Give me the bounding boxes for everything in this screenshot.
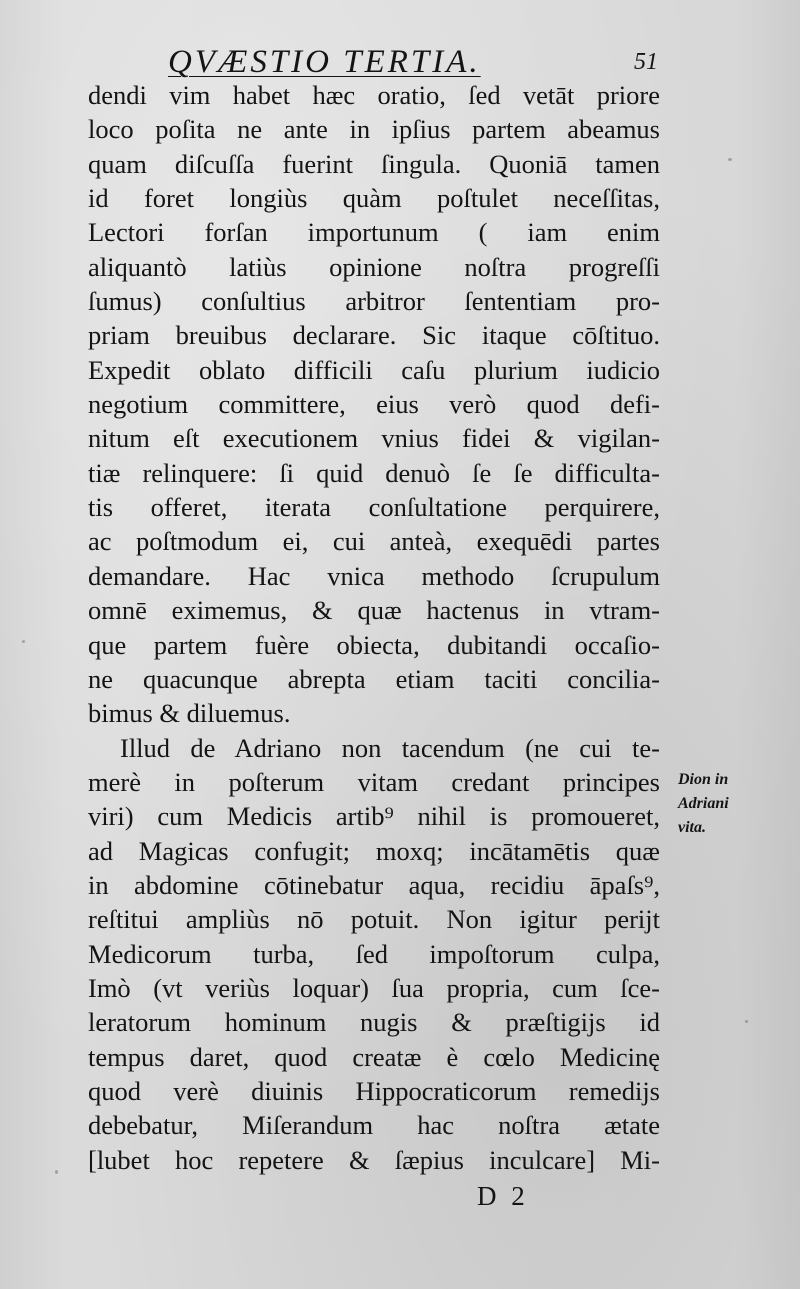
marginal-note-line: Dion in [678, 771, 729, 788]
text-line: in abdomine cōtinebatur aqua, recidiu āpaſs⁹, [88, 869, 660, 900]
text-line: negotium committere, eius verò quod defi- [88, 389, 660, 420]
page-number: 51 [634, 49, 658, 75]
text-line: id foret longiùs quàm poſtulet neceſſitas, [88, 183, 660, 214]
text-line: [lubet hoc repetere & ſæpius inculcare] Mi- [88, 1144, 660, 1175]
text-line: tiæ relinquere: ſi quid denuò ſe ſe difficulta- [88, 457, 660, 488]
text-line: merè in poſterum vitam credant principes [88, 766, 660, 797]
text-line: leratorum hominum nugis & præſtigijs id [88, 1007, 660, 1038]
signature-mark: D 2 [477, 1181, 529, 1211]
marginal-note-line: vita. [678, 819, 706, 836]
running-title: QVÆSTIO TERTIA. [168, 44, 481, 80]
body-text [88, 78, 660, 1177]
marginal-note [678, 768, 788, 840]
text-line: que partem fuère obiecta, dubitandi occaſio- [88, 629, 660, 660]
paper-speck [22, 640, 25, 643]
text-line: loco poſita ne ante in ipſius partem abeamus [88, 114, 660, 145]
paper-speck [55, 1170, 58, 1174]
paragraph-start-line: Illud de Adriano non tacendum (ne cui te- [120, 732, 660, 763]
text-line: tis offeret, iterata conſultatione perquirere, [88, 492, 660, 523]
text-line: Medicorum turba, ſed impoſtorum culpa, [88, 938, 660, 969]
text-line: reſtitui ampliùs nō potuit. Non igitur perijt [88, 904, 660, 935]
text-line: omnē eximemus, & quæ hactenus in vtram- [88, 595, 660, 626]
paper-speck [728, 158, 732, 161]
text-line: quam diſcuſſa fuerint ſingula. Quoniā tamen [88, 148, 660, 179]
text-line: viri) cum Medicis artib⁹ nihil is promoueret, [88, 801, 660, 832]
text-line: Imò (vt veriùs loquar) ſua propria, cum ſce- [88, 972, 660, 1003]
paragraph-end-line: bimus & diluemus. [88, 698, 291, 729]
paper-speck [745, 1020, 748, 1023]
text-line: aliquantò latiùs opinione noſtra progreſſi [88, 251, 660, 282]
text-line: Lectori forſan importunum ( iam enim [88, 217, 660, 248]
text-line: ac poſtmodum ei, cui anteà, exequēdi partes [88, 526, 660, 557]
text-line: ſumus) conſultius arbitror ſententiam pro- [88, 286, 660, 317]
text-line: priam breuibus declarare. Sic itaque cōſtituo. [88, 320, 660, 351]
text-line: nitum eſt executionem vnius fidei & vigilan- [88, 423, 660, 454]
text-line: debebatur, Miſerandum hac noſtra ætate [88, 1110, 660, 1141]
marginal-note-line: Adriani [678, 795, 729, 812]
text-line: Expedit oblato difficili caſu plurium iudicio [88, 354, 660, 385]
page-header [168, 42, 658, 82]
text-line: tempus daret, quod creatæ è cœlo Medicinę [88, 1041, 660, 1072]
text-line: demandare. Hac vnica methodo ſcrupulum [88, 560, 660, 591]
text-line: ad Magicas confugit; moxq; incātamētis quæ [88, 835, 660, 866]
text-line: ne quacunque abrepta etiam taciti concilia- [88, 663, 660, 694]
text-line: quod verè diuinis Hippocraticorum remedijs [88, 1075, 660, 1106]
text-line: dendi vim habet hæc oratio, ſed vetāt priore [88, 80, 660, 110]
